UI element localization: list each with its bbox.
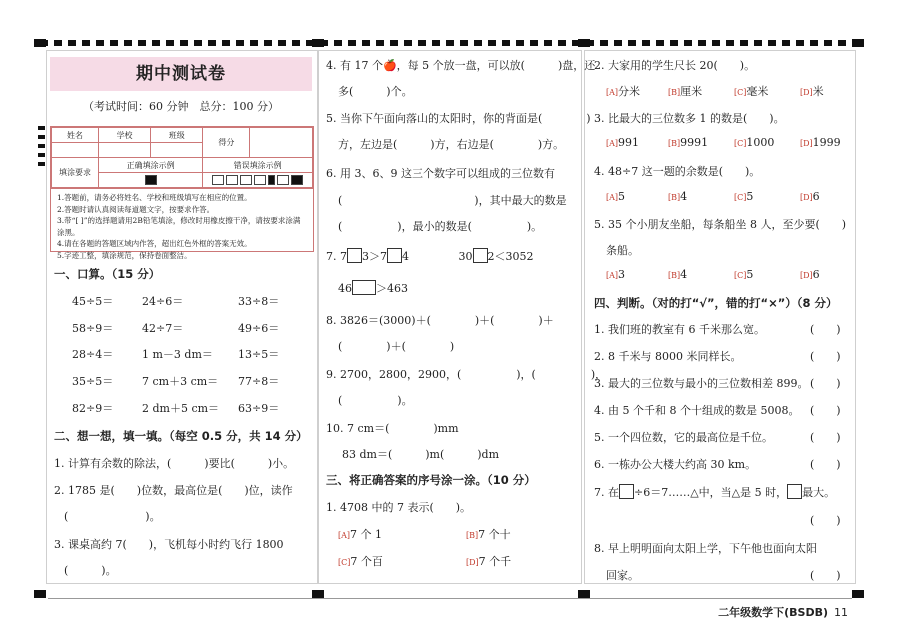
class-label: 班级 xyxy=(151,128,203,143)
score-label: 得分 xyxy=(203,128,250,158)
option-d[interactable] xyxy=(466,553,511,569)
option-letter: [B] xyxy=(668,139,681,148)
option-letter: [D] xyxy=(800,88,813,97)
option-c[interactable] xyxy=(734,190,753,203)
option-text: 991 xyxy=(618,136,640,149)
option-text: 4 xyxy=(680,268,688,281)
question-text: 1. 计算有余数的除法，( )要比( )小。 xyxy=(54,457,295,470)
option-letter: [A] xyxy=(338,531,351,540)
section-3-title: 三、将正确答案的序号涂一涂。（10 分） xyxy=(326,473,536,487)
question-text: 9. 2700，2800，2900，( )，( )， xyxy=(326,368,607,381)
instruction-line: 2.答题时请认真阅读每道题文字，按要求作答。 xyxy=(57,204,215,214)
question-text: 4. 48÷7 这一题的余数是( )。 xyxy=(594,165,761,178)
option-letter: [C] xyxy=(338,558,351,567)
option-c[interactable] xyxy=(734,83,768,99)
judge-item: 3. 最大的三位数与最小的三位数相差 899。 xyxy=(594,377,809,390)
section-1-title: 一、口算。（15 分） xyxy=(54,267,161,281)
corner-mark xyxy=(852,590,864,598)
calc-item: 35÷5＝ xyxy=(72,375,114,388)
q7-text: 7. 7 xyxy=(326,250,347,263)
option-c[interactable] xyxy=(338,553,383,569)
instruction-line: 1.答题前，请务必将姓名、学校和班级填写在相应的位置。 xyxy=(57,193,252,202)
exam-subtitle: （考试时间：60 分钟 总分：100 分） xyxy=(83,100,279,113)
answer-box[interactable] xyxy=(787,484,802,499)
option-letter: [A] xyxy=(606,193,619,202)
bottom-rule xyxy=(48,598,852,599)
correct-fill-label: 正确填涂示例 xyxy=(98,158,202,173)
option-text: 9991 xyxy=(680,136,709,149)
panel-right xyxy=(584,50,856,584)
question-text: 方，左边是( )方，右边是( )方。 xyxy=(338,138,565,151)
question-text: 2. 1785 是( )位数，最高位是( )位，读作 xyxy=(54,484,293,497)
question-text: 2. 大家用的学生尺长 20( )。 xyxy=(594,59,756,72)
option-letter: [D] xyxy=(800,139,813,148)
calc-item: 82÷9＝ xyxy=(72,402,114,415)
option-text: 5 xyxy=(618,190,626,203)
option-text: 3 xyxy=(618,268,626,281)
calc-item: 2 dm＋5 cm＝ xyxy=(142,402,220,415)
option-letter: [B] xyxy=(668,271,681,280)
question-text: 4. 有 17 个🍎，每 5 个放一盘，可以放( )盘，还 xyxy=(326,59,596,72)
judge-answer[interactable]: ( ) xyxy=(810,458,841,471)
judge-item xyxy=(594,484,835,500)
option-a[interactable] xyxy=(606,83,640,99)
option-text: 1000 xyxy=(746,136,775,149)
answer-box[interactable] xyxy=(347,248,362,263)
option-text: 毫米 xyxy=(746,85,769,98)
side-tick-marks xyxy=(38,126,45,171)
question-text: ( )。 xyxy=(64,564,117,577)
judge-answer[interactable]: ( ) xyxy=(810,350,841,363)
judge-answer[interactable]: ( ) xyxy=(810,514,841,527)
calc-item: 28÷4＝ xyxy=(72,348,114,361)
name-label: 姓名 xyxy=(52,128,99,143)
question-text: 3. 比最大的三位数多 1 的数是( )。 xyxy=(594,112,785,125)
fill-req-label: 填涂要求 xyxy=(52,158,99,188)
option-d[interactable] xyxy=(800,136,841,149)
option-d[interactable] xyxy=(800,190,820,203)
question-text: ( )，其中最大的数是 xyxy=(338,194,567,207)
corner-mark xyxy=(852,39,864,47)
judge-answer[interactable]: ( ) xyxy=(810,404,841,417)
section-4-title: 四、判断。（对的打“√”，错的打“×”）（8 分） xyxy=(594,296,838,310)
judge-item: 4. 由 5 个千和 8 个十组成的数是 5008。 xyxy=(594,404,800,417)
option-letter: [B] xyxy=(466,531,479,540)
option-text: 厘米 xyxy=(680,85,703,98)
option-a[interactable] xyxy=(338,526,382,542)
option-a[interactable] xyxy=(606,190,625,203)
calc-item: 33÷8＝ xyxy=(238,295,280,308)
school-label: 学校 xyxy=(98,128,150,143)
calc-item: 77÷8＝ xyxy=(238,375,280,388)
option-letter: [D] xyxy=(466,558,479,567)
question-text: 5. 当你下午面向落山的太阳时，你的背面是( ) xyxy=(326,112,591,125)
option-text: 4 xyxy=(680,190,688,203)
school-field[interactable] xyxy=(98,143,150,158)
q7-text: 最大。 xyxy=(802,486,836,499)
question-text: 6. 用 3、6、9 这三个数字可以组成的三位数有 xyxy=(326,167,555,180)
option-letter: [A] xyxy=(606,271,619,280)
corner-mark xyxy=(34,590,46,598)
question-text: 条船。 xyxy=(606,244,639,257)
wrong-fill-examples xyxy=(203,173,313,188)
option-c[interactable] xyxy=(734,136,774,149)
instruction-line: 5.字迹工整，填涂规范，保持卷面整洁。 xyxy=(57,250,192,260)
q7-text: 30 xyxy=(458,250,473,263)
option-text: 1999 xyxy=(812,136,841,149)
question-text: 8. 3826＝(3000)＋( )＋( )＋ xyxy=(326,314,554,327)
option-letter: [C] xyxy=(734,193,747,202)
page-number: 11 xyxy=(834,606,848,619)
compare-row xyxy=(326,248,534,264)
compare-row xyxy=(338,280,408,296)
answer-box[interactable] xyxy=(619,484,634,499)
q7-text: ＞463 xyxy=(376,282,408,295)
corner-mark xyxy=(312,590,324,598)
judge-item: 1. 我们班的教室有 6 千米那么宽。 xyxy=(594,323,765,336)
option-d[interactable] xyxy=(800,268,820,281)
option-d[interactable] xyxy=(800,83,824,99)
option-b[interactable] xyxy=(668,83,702,99)
judge-item: 2. 8 千米与 8000 米同样长。 xyxy=(594,350,742,363)
page-title: 期中测试卷 xyxy=(50,57,312,91)
judge-answer[interactable]: ( ) xyxy=(810,323,841,336)
q7-text: 46 xyxy=(338,282,352,295)
question-text: 多( )个。 xyxy=(338,85,413,98)
class-field[interactable] xyxy=(151,143,203,158)
option-letter: [C] xyxy=(734,88,747,97)
judge-answer[interactable]: ( ) xyxy=(810,431,841,444)
option-b[interactable] xyxy=(466,526,511,542)
option-b[interactable] xyxy=(668,190,687,203)
judge-item: 6. 一栋办公大楼大约高 30 km。 xyxy=(594,458,757,471)
question-text: ( )＋( ) xyxy=(338,340,455,353)
q7-text: 4 xyxy=(402,250,409,263)
question-text: 83 dm＝( )m( )dm xyxy=(342,448,500,461)
option-text: 7 个百 xyxy=(350,555,383,568)
answer-box[interactable] xyxy=(352,280,376,295)
correct-fill-example xyxy=(98,173,202,188)
option-letter: [B] xyxy=(668,193,681,202)
score-field[interactable] xyxy=(250,128,313,158)
corner-mark xyxy=(578,39,590,47)
calc-item: 7 cm＋3 cm＝ xyxy=(142,375,219,388)
corner-mark xyxy=(578,590,590,598)
name-field[interactable] xyxy=(52,143,99,158)
question-text: ( )。 xyxy=(338,394,413,407)
question-text: 1. 4708 中的 7 表示( )。 xyxy=(326,501,472,514)
question-text: 3. 课桌高约 7( )，飞机每小时约飞行 1800 xyxy=(54,538,284,551)
option-text: 6 xyxy=(812,268,820,281)
option-a[interactable] xyxy=(606,136,639,149)
footer-label: 二年级数学下(BSDB) xyxy=(718,606,828,619)
q7-text: 3＞7 xyxy=(362,250,387,263)
calc-item: 13÷5＝ xyxy=(238,348,280,361)
judge-item: 5. 一个四位数，它的最高位是千位。 xyxy=(594,431,773,444)
calc-item: 63÷9＝ xyxy=(238,402,280,415)
option-a[interactable] xyxy=(606,268,625,281)
option-letter: [A] xyxy=(606,88,619,97)
judge-item: 回家。 xyxy=(606,569,639,582)
q7-text: 7. 在 xyxy=(594,486,619,499)
corner-mark xyxy=(312,39,324,47)
question-text: 10. 7 cm＝( )mm xyxy=(326,422,459,435)
top-dash-border xyxy=(40,40,860,46)
calc-item: 1 m－3 dm＝ xyxy=(142,348,213,361)
question-text: ( )，最小的数是( )。 xyxy=(338,220,543,233)
option-letter: [A] xyxy=(606,139,619,148)
option-text: 7 个十 xyxy=(478,528,511,541)
option-text: 5 xyxy=(746,190,754,203)
option-b[interactable] xyxy=(668,136,708,149)
wrong-fill-label: 错误填涂示例 xyxy=(203,158,313,173)
answer-box[interactable] xyxy=(473,248,488,263)
calc-item: 45÷5＝ xyxy=(72,295,114,308)
option-letter: [C] xyxy=(734,139,747,148)
option-text: 7 个千 xyxy=(478,555,512,568)
option-letter: [D] xyxy=(800,271,813,280)
judge-answer[interactable]: ( ) xyxy=(810,377,841,390)
calc-item: 42÷7＝ xyxy=(142,322,184,335)
corner-mark xyxy=(34,39,46,47)
answer-box[interactable] xyxy=(387,248,402,263)
q7-text: 2＜3052 xyxy=(487,250,534,263)
calc-item: 49÷6＝ xyxy=(238,322,280,335)
option-text: 5 xyxy=(746,268,754,281)
calc-item: 24÷6＝ xyxy=(142,295,184,308)
option-text: 分米 xyxy=(618,85,641,98)
question-text: ( )。 xyxy=(64,510,161,523)
judge-item: 8. 早上明明面向太阳上学，下午他也面向太阳 xyxy=(594,542,817,555)
option-b[interactable] xyxy=(668,268,687,281)
calc-item: 58÷9＝ xyxy=(72,322,114,335)
option-text: 米 xyxy=(812,85,824,98)
instructions xyxy=(51,188,313,264)
student-info-box xyxy=(50,126,314,260)
instruction-line: 3.带“[ ]”的选择题请用2B铅笔填涂，修改时用橡皮擦干净，请按要求涂满涂黑。 xyxy=(57,216,301,237)
option-letter: [D] xyxy=(800,193,813,202)
question-text: 5. 35 个小朋友坐船，每条船坐 8 人，至少要( ) xyxy=(594,218,847,231)
section-2-title: 二、想一想，填一填。（每空 0.5 分，共 14 分） xyxy=(54,429,308,443)
q7-text: ÷6＝7……△中，当△是 5 时， xyxy=(634,486,788,499)
instruction-line: 4.请在各题的答题区域内作答，超出红色外框的答案无效。 xyxy=(57,239,252,248)
option-text: 6 xyxy=(812,190,820,203)
option-letter: [B] xyxy=(668,88,681,97)
page-footer xyxy=(718,604,848,620)
option-c[interactable] xyxy=(734,268,753,281)
option-text: 7 个 1 xyxy=(350,528,383,541)
option-letter: [C] xyxy=(734,271,747,280)
judge-answer[interactable]: ( ) xyxy=(810,569,841,582)
